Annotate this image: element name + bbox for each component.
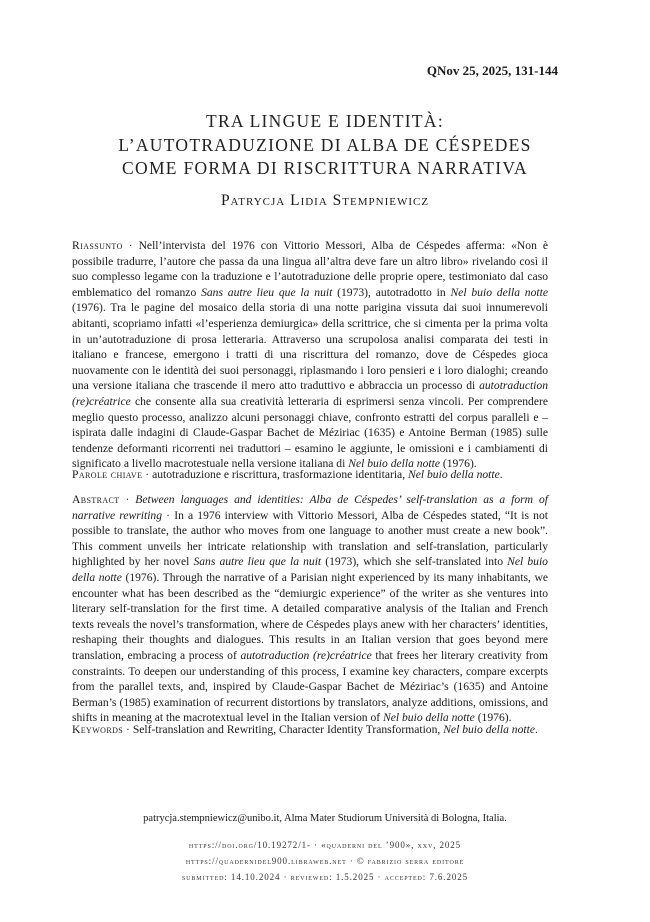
website-line: https://quadernidel900.libraweb.net · © fabrizio serra editore: [185, 856, 465, 866]
abstract-paragraph: Abstract · Between languages and identities: Alba de Céspedes’ self-translation as a form of narrative rewriting · In a 1976 interview with Vittorio Messori, Alba de Céspedes stated, “It is not possible to translate, the author who moves from one language to another must create a new book”. This comment unveils her intricate relationship with translation and self-translation, particularly highlighted by her novel Sans autre lieu que la nuit (1973), which she self-translated into Nel buio della notte (1976). Through the narrative of a Parisian night experienced by its many inhabitants, we encounter what has been described as the “demiurgic experience” of the writer as she ventures into literary self-translation for the first time. A detailed comparative analysis of the Italian and French texts reveals the novel’s transformation, where de Céspedes plays anew with her characters’ identities, reshaping their thoughts and dialogues. This results in an Italian version that goes beyond mere translation, embracing a process of autotraduction (re)créatrice that frees her literary creativity from constraints. To deepen our understanding of this process, I examine key characters, compare excerpts from the parallel texts, and, inspired by Claude-Gaspar Bachet de Méziriac’s (1635) and Antoine Berman’s (1985) examination of recurrent distortions by translators, analyze additions, omissions, and shifts in meaning at the macrotextual level in the Italian version of Nel buio della notte (1976).: [72, 493, 549, 725]
author-name: Patrycja Lidia Stempniewicz: [220, 192, 430, 209]
abstract-heading: Between languages and identities: Alba de Céspedes’ self-translation as a form of narrative rewriting: [72, 493, 548, 522]
submission-dates: submitted: 14.10.2024 · reviewed: 1.5.2025 · accepted: 7.6.2025: [181, 872, 469, 882]
keywords-paragraph: Keywords · Self-translation and Rewriting, Character Identity Transformation, Nel buio della notte.: [72, 723, 538, 736]
keywords-label: Keywords: [72, 723, 124, 736]
parole-chiave-label: Parole chiave: [72, 468, 143, 481]
riassunto-label: Riassunto: [72, 239, 123, 252]
title-line-1: TRA LINGUE E IDENTITÀ:: [205, 111, 445, 131]
title-line-3: COME FORMA DI RISCRITTURA NARRATIVA: [122, 158, 528, 178]
title-line-2: L’AUTOTRADUZIONE DI ALBA DE CÉSPEDES: [118, 134, 532, 155]
article-title: [0, 110, 650, 181]
riassunto-paragraph: Riassunto · Nell’intervista del 1976 con Vittorio Messori, Alba de Céspedes afferma: «Non è possibile tradurre, l’autore che passa da una lingua all’altra deve fare un altro libro» rivelando così il suo complesso legame con la traduzione e l’autotraduzione delle proprie opere, testimoniato dal caso emblematico del romanzo Sans autre lieu que la nuit (1973), autotradotto in Nel buio della notte (1976). Tra le pagine del mosaico della storia di una notte parigina vissuta dai suoi innumerevoli abitanti, scopriamo infatti «l’esperienza demiurgica» della scrittrice, che si cimenta per la prima volta in un’autotraduzione di prosa letteraria. Attraverso una scrupolosa analisi comparata dei testi in italiano e francese, emergono i tratti di una riscrittura del romanzo, dove de Céspedes gioca nuovamente con le identità dei suoi personaggi, riplasmando i loro pensieri e i loro dialoghi; creando una versione italiana che trascende il mero atto traduttivo e abbraccia un processo di autotraduction (re)créatrice che consente alla sua creatività letteraria di esprimersi senza vincoli. Per comprendere meglio questo processo, analizzo alcuni personaggi chiave, confronto estratti del corpus paralleli e – ispirata dalle indagini di Claude-Gaspar Bachet de Méziriac (1635) e Antoine Berman (1985) sulle tendenze deformanti ricorrenti nei traduttori – esamino le aggiunte, le omissioni e i cambiamenti di significato a livello macrotestuale nella versione italiana di Nel buio della notte (1976).: [72, 239, 548, 471]
doi-line: https://doi.org/10.19272/1- · «quaderni del ’900», xxv, 2025: [188, 840, 462, 850]
parole-chiave-paragraph: Parole chiave · autotraduzione e riscrittura, trasformazione identitaria, Nel buio della notte.: [72, 468, 503, 481]
author-email-affiliation: patrycja.stempniewicz@unibo.it, Alma Mater Studiorum Università di Bologna, Italia.: [143, 813, 507, 824]
journal-reference: QNov 25, 2025, 131-144: [426, 63, 558, 78]
abstract-label: Abstract: [72, 493, 120, 506]
